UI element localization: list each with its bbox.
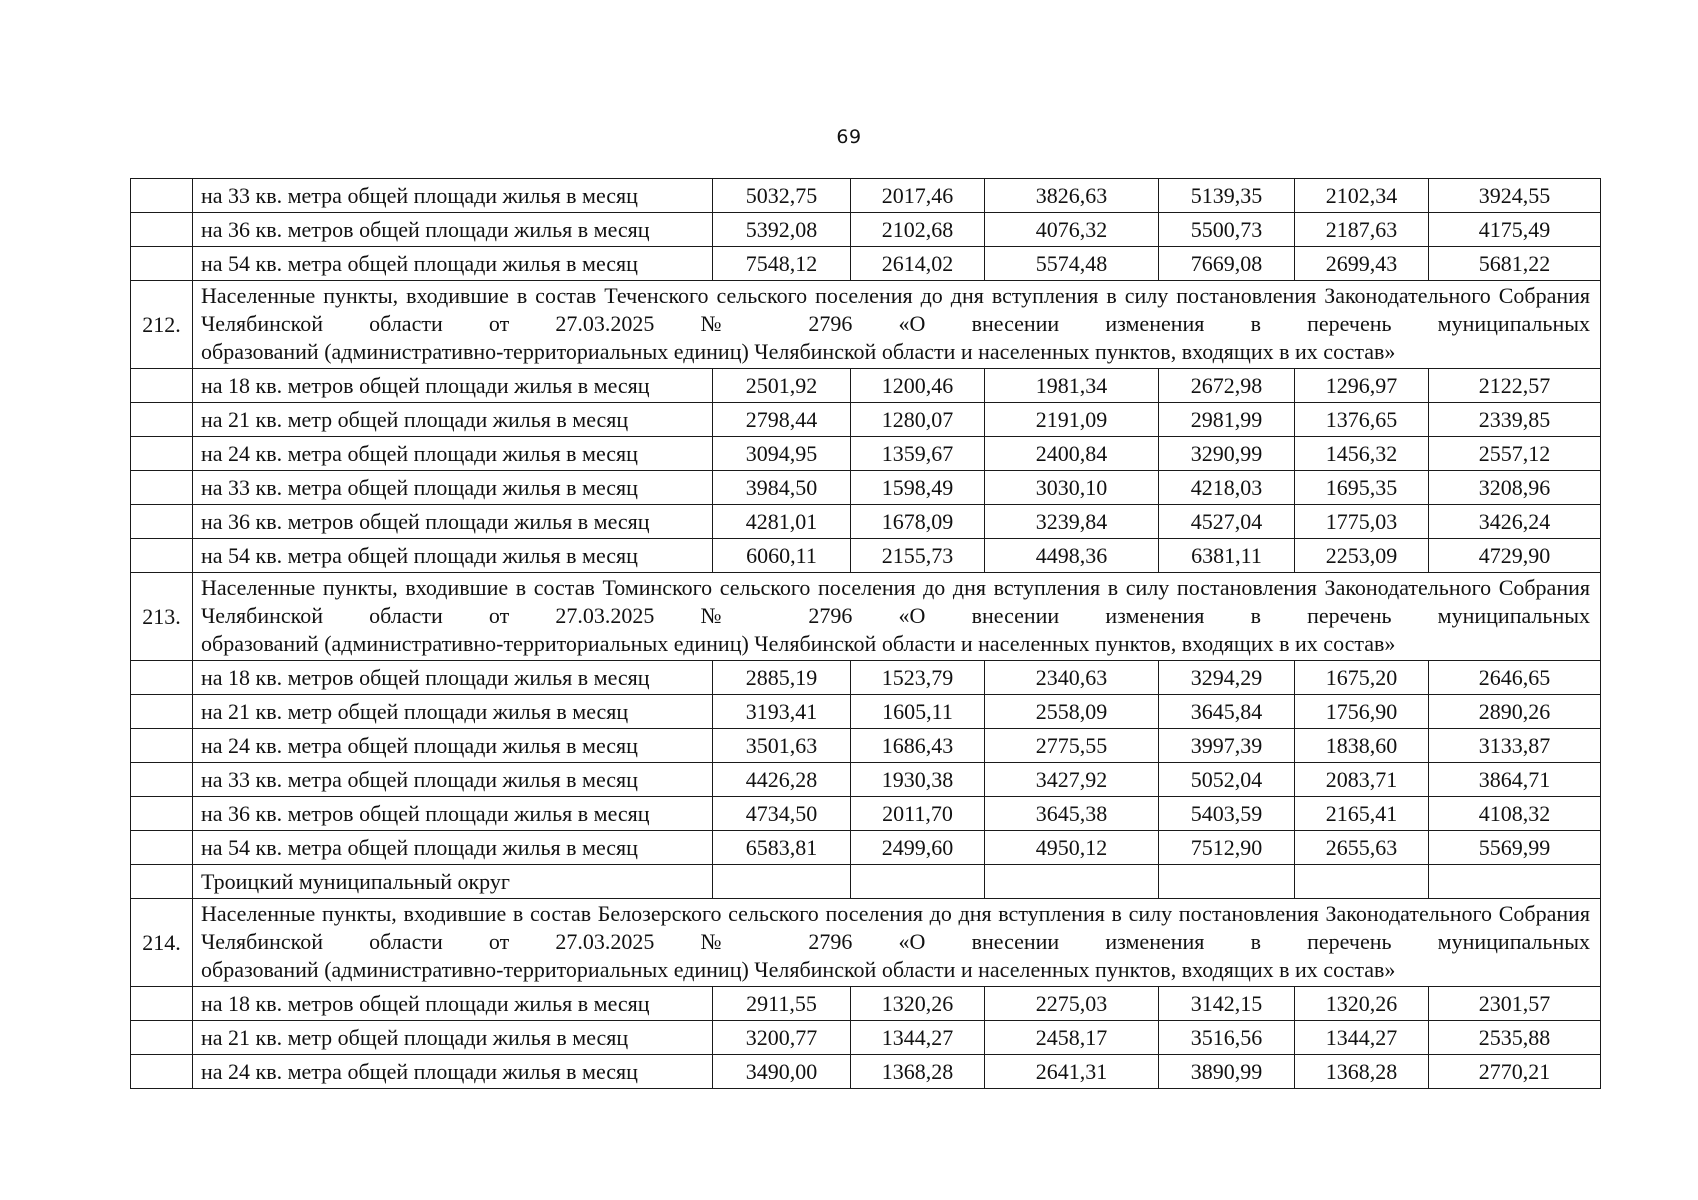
value-cell-6: 4175,49 (1429, 213, 1601, 247)
value-cell-5: 1775,03 (1295, 505, 1429, 539)
value-cell-3: 2641,31 (985, 1055, 1159, 1089)
value-cell-2: 2614,02 (851, 247, 985, 281)
value-cell-6: 2770,21 (1429, 1055, 1601, 1089)
value-cell-5: 2102,34 (1295, 179, 1429, 213)
value-cell-4: 3294,29 (1159, 661, 1295, 695)
value-cell-3: 3427,92 (985, 763, 1159, 797)
value-cell-3: 2191,09 (985, 403, 1159, 437)
value-cell-6: 3133,87 (1429, 729, 1601, 763)
value-cell-5: 2655,63 (1295, 831, 1429, 865)
value-cell-4: 5052,04 (1159, 763, 1295, 797)
value-cell-5: 2083,71 (1295, 763, 1429, 797)
value-cell-3: 4950,12 (985, 831, 1159, 865)
value-cell-6: 2122,57 (1429, 369, 1601, 403)
value-cell-5: 1838,60 (1295, 729, 1429, 763)
value-cell-2: 2102,68 (851, 213, 985, 247)
value-cell-3: 5574,48 (985, 247, 1159, 281)
value-cell-1: 2501,92 (713, 369, 851, 403)
value-cell-2: 2017,46 (851, 179, 985, 213)
value-cell-4: 7669,08 (1159, 247, 1295, 281)
value-cell-6: 4108,32 (1429, 797, 1601, 831)
value-cell-4: 5139,35 (1159, 179, 1295, 213)
value-cell-2: 1930,38 (851, 763, 985, 797)
section-description-last-line: образований (административно-территориальных единиц) Челябинской области и населенных пунктов, входящих в их состав» (201, 339, 1396, 364)
value-cell-1: 3193,41 (713, 695, 851, 729)
table-row (131, 437, 1601, 471)
value-cell-4: 4218,03 (1159, 471, 1295, 505)
value-cell-4: 3290,99 (1159, 437, 1295, 471)
row-number-cell (131, 1055, 193, 1089)
value-cell-2: 1678,09 (851, 505, 985, 539)
row-label: на 36 кв. метров общей площади жилья в месяц (193, 505, 713, 539)
value-cell-3: 4498,36 (985, 539, 1159, 573)
value-cell-6: 2535,88 (1429, 1021, 1601, 1055)
row-number-cell (131, 471, 193, 505)
value-cell-6: 5681,22 (1429, 247, 1601, 281)
value-cell-4: 3516,56 (1159, 1021, 1295, 1055)
empty-cell (713, 865, 851, 899)
value-cell-3: 3239,84 (985, 505, 1159, 539)
value-cell-5: 1296,97 (1295, 369, 1429, 403)
value-cell-5: 1320,26 (1295, 987, 1429, 1021)
value-cell-3: 2458,17 (985, 1021, 1159, 1055)
value-cell-5: 1675,20 (1295, 661, 1429, 695)
value-cell-2: 1598,49 (851, 471, 985, 505)
table-row (131, 729, 1601, 763)
row-number-cell (131, 369, 193, 403)
value-cell-3: 2775,55 (985, 729, 1159, 763)
value-cell-2: 1320,26 (851, 987, 985, 1021)
row-number-cell (131, 831, 193, 865)
value-cell-1: 5392,08 (713, 213, 851, 247)
table-row (131, 1021, 1601, 1055)
table-row (131, 987, 1601, 1021)
table-row (131, 763, 1601, 797)
row-number-cell (131, 179, 193, 213)
section-description-last-line: образований (административно-территориальных единиц) Челябинской области и населенных пунктов, входящих в их состав» (201, 957, 1396, 982)
value-cell-2: 1605,11 (851, 695, 985, 729)
value-cell-2: 2011,70 (851, 797, 985, 831)
value-cell-5: 1756,90 (1295, 695, 1429, 729)
table-row (131, 369, 1601, 403)
row-label: на 24 кв. метра общей площади жилья в месяц (193, 729, 713, 763)
table-row (131, 1055, 1601, 1089)
value-cell-4: 4527,04 (1159, 505, 1295, 539)
table-body (131, 179, 1601, 1089)
empty-cell (985, 865, 1159, 899)
row-label: на 54 кв. метра общей площади жилья в месяц (193, 539, 713, 573)
row-number-cell (131, 213, 193, 247)
value-cell-6: 3426,24 (1429, 505, 1601, 539)
section-description (193, 573, 1601, 661)
table-row (131, 179, 1601, 213)
value-cell-2: 1359,67 (851, 437, 985, 471)
row-label: на 33 кв. метра общей площади жилья в месяц (193, 763, 713, 797)
value-cell-2: 2499,60 (851, 831, 985, 865)
value-cell-5: 1344,27 (1295, 1021, 1429, 1055)
value-cell-1: 5032,75 (713, 179, 851, 213)
row-number-cell (131, 865, 193, 899)
section-description-main: Населенные пункты, входившие в состав Томинского сельского поселения до дня вступления в силу постановления Законодательного Собрания Челябинской области от 27.03.2025 № 2796 «О внесении изменения в перечень муниципальных (201, 575, 1590, 628)
row-label: на 18 кв. метров общей площади жилья в месяц (193, 987, 713, 1021)
section-description-last-line: образований (административно-территориальных единиц) Челябинской области и населенных пунктов, входящих в их состав» (201, 631, 1396, 656)
value-cell-1: 3094,95 (713, 437, 851, 471)
section-header-row (131, 573, 1601, 661)
value-cell-2: 2155,73 (851, 539, 985, 573)
value-cell-4: 3890,99 (1159, 1055, 1295, 1089)
value-cell-1: 3501,63 (713, 729, 851, 763)
section-number: 214. (131, 899, 193, 987)
table-row (131, 471, 1601, 505)
value-cell-5: 2187,63 (1295, 213, 1429, 247)
row-label: на 21 кв. метр общей площади жилья в месяц (193, 403, 713, 437)
row-number-cell (131, 247, 193, 281)
row-number-cell (131, 729, 193, 763)
table-row (131, 661, 1601, 695)
value-cell-5: 1456,32 (1295, 437, 1429, 471)
value-cell-3: 2400,84 (985, 437, 1159, 471)
row-label: на 36 кв. метров общей площади жилья в месяц (193, 797, 713, 831)
district-heading-row (131, 865, 1601, 899)
value-cell-6: 2301,57 (1429, 987, 1601, 1021)
value-cell-1: 6060,11 (713, 539, 851, 573)
section-number: 212. (131, 281, 193, 369)
value-cell-3: 2275,03 (985, 987, 1159, 1021)
table-row (131, 213, 1601, 247)
row-number-cell (131, 695, 193, 729)
value-cell-1: 3490,00 (713, 1055, 851, 1089)
row-number-cell (131, 437, 193, 471)
value-cell-6: 4729,90 (1429, 539, 1601, 573)
value-cell-5: 1695,35 (1295, 471, 1429, 505)
row-label: на 36 кв. метров общей площади жилья в месяц (193, 213, 713, 247)
table-row (131, 247, 1601, 281)
section-description (193, 281, 1601, 369)
value-cell-3: 3645,38 (985, 797, 1159, 831)
section-description (193, 899, 1601, 987)
district-heading: Троицкий муниципальный округ (193, 865, 713, 899)
row-number-cell (131, 403, 193, 437)
row-label: на 24 кв. метра общей площади жилья в месяц (193, 1055, 713, 1089)
value-cell-3: 3826,63 (985, 179, 1159, 213)
value-cell-5: 1368,28 (1295, 1055, 1429, 1089)
value-cell-3: 3030,10 (985, 471, 1159, 505)
value-cell-2: 1686,43 (851, 729, 985, 763)
value-cell-1: 7548,12 (713, 247, 851, 281)
value-cell-1: 2798,44 (713, 403, 851, 437)
table-row (131, 505, 1601, 539)
value-cell-6: 3208,96 (1429, 471, 1601, 505)
value-cell-6: 5569,99 (1429, 831, 1601, 865)
section-header-row (131, 281, 1601, 369)
row-number-cell (131, 987, 193, 1021)
value-cell-2: 1368,28 (851, 1055, 985, 1089)
value-cell-1: 2885,19 (713, 661, 851, 695)
table-row (131, 403, 1601, 437)
value-cell-2: 1200,46 (851, 369, 985, 403)
empty-cell (1429, 865, 1601, 899)
value-cell-6: 3864,71 (1429, 763, 1601, 797)
empty-cell (1159, 865, 1295, 899)
row-label: на 33 кв. метра общей площади жилья в месяц (193, 471, 713, 505)
value-cell-3: 2558,09 (985, 695, 1159, 729)
section-description-main: Населенные пункты, входившие в состав Белозерского сельского поселения до дня вступления в силу постановления Законодательного Собрания Челябинской области от 27.03.2025 № 2796 «О внесении изменения в перечень муниципальных (201, 901, 1590, 954)
value-cell-1: 4734,50 (713, 797, 851, 831)
value-cell-4: 2672,98 (1159, 369, 1295, 403)
row-label: на 24 кв. метра общей площади жилья в месяц (193, 437, 713, 471)
row-label: на 18 кв. метров общей площади жилья в месяц (193, 661, 713, 695)
value-cell-1: 6583,81 (713, 831, 851, 865)
page-number: 69 (836, 126, 862, 148)
value-cell-1: 4281,01 (713, 505, 851, 539)
table-row (131, 831, 1601, 865)
section-number: 213. (131, 573, 193, 661)
value-cell-1: 4426,28 (713, 763, 851, 797)
value-cell-4: 6381,11 (1159, 539, 1295, 573)
value-cell-1: 2911,55 (713, 987, 851, 1021)
value-cell-4: 5403,59 (1159, 797, 1295, 831)
value-cell-3: 4076,32 (985, 213, 1159, 247)
value-cell-5: 2165,41 (1295, 797, 1429, 831)
row-label: на 54 кв. метра общей площади жилья в месяц (193, 247, 713, 281)
section-description-main: Населенные пункты, входившие в состав Теченского сельского поселения до дня вступления в силу постановления Законодательного Собрания Челябинской области от 27.03.2025 № 2796 «О внесении изменения в перечень муниципальных (201, 283, 1590, 336)
table-row (131, 695, 1601, 729)
table-row (131, 797, 1601, 831)
table-row (131, 539, 1601, 573)
row-number-cell (131, 661, 193, 695)
value-cell-1: 3984,50 (713, 471, 851, 505)
row-label: на 21 кв. метр общей площади жилья в месяц (193, 695, 713, 729)
row-number-cell (131, 1021, 193, 1055)
value-cell-5: 2253,09 (1295, 539, 1429, 573)
value-cell-4: 3142,15 (1159, 987, 1295, 1021)
row-number-cell (131, 763, 193, 797)
value-cell-6: 3924,55 (1429, 179, 1601, 213)
value-cell-2: 1523,79 (851, 661, 985, 695)
value-cell-4: 3997,39 (1159, 729, 1295, 763)
row-number-cell (131, 539, 193, 573)
row-label: на 33 кв. метра общей площади жилья в месяц (193, 179, 713, 213)
value-cell-6: 2339,85 (1429, 403, 1601, 437)
row-number-cell (131, 797, 193, 831)
value-cell-3: 1981,34 (985, 369, 1159, 403)
value-cell-6: 2646,65 (1429, 661, 1601, 695)
value-cell-5: 1376,65 (1295, 403, 1429, 437)
value-cell-4: 3645,84 (1159, 695, 1295, 729)
value-cell-6: 2557,12 (1429, 437, 1601, 471)
row-label: на 54 кв. метра общей площади жилья в месяц (193, 831, 713, 865)
value-cell-3: 2340,63 (985, 661, 1159, 695)
empty-cell (1295, 865, 1429, 899)
row-label: на 18 кв. метров общей площади жилья в месяц (193, 369, 713, 403)
row-number-cell (131, 505, 193, 539)
value-cell-4: 5500,73 (1159, 213, 1295, 247)
value-cell-5: 2699,43 (1295, 247, 1429, 281)
value-cell-2: 1344,27 (851, 1021, 985, 1055)
value-cell-2: 1280,07 (851, 403, 985, 437)
empty-cell (851, 865, 985, 899)
value-cell-4: 2981,99 (1159, 403, 1295, 437)
value-cell-6: 2890,26 (1429, 695, 1601, 729)
value-cell-1: 3200,77 (713, 1021, 851, 1055)
section-header-row (131, 899, 1601, 987)
row-label: на 21 кв. метр общей площади жилья в месяц (193, 1021, 713, 1055)
tariff-table (130, 178, 1601, 1089)
value-cell-4: 7512,90 (1159, 831, 1295, 865)
